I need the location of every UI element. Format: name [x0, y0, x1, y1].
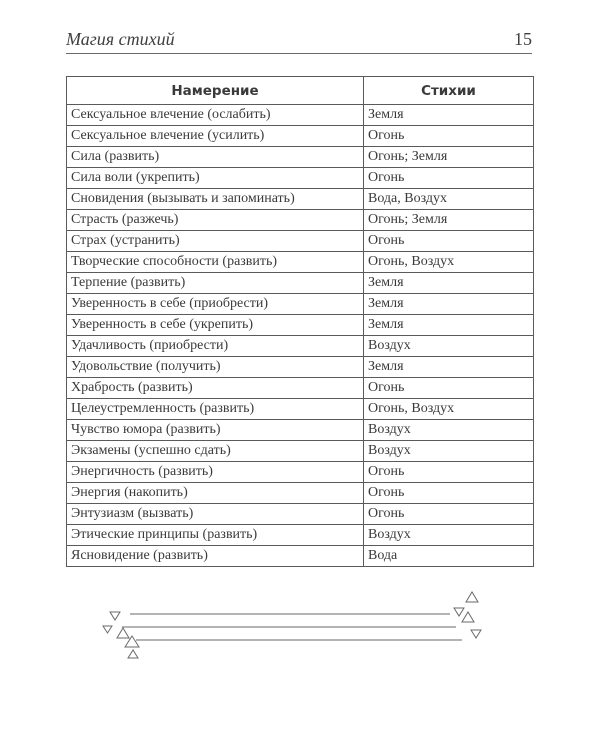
table-row [67, 378, 534, 399]
intention-cell: Энергичность (развить) [67, 462, 364, 483]
intention-cell: Целеустремленность (развить) [67, 399, 364, 420]
table-row [67, 336, 534, 357]
table-row [67, 189, 534, 210]
elements-cell: Воздух [364, 336, 534, 357]
elements-cell: Огонь [364, 378, 534, 399]
intention-cell: Сновидения (вызывать и запоминать) [67, 189, 364, 210]
intention-cell: Уверенность в себе (приобрести) [67, 294, 364, 315]
intention-cell: Сексуальное влечение (ослабить) [67, 105, 364, 126]
elements-cell: Огонь [364, 168, 534, 189]
intention-cell: Уверенность в себе (укрепить) [67, 315, 364, 336]
intention-cell: Энергия (накопить) [67, 483, 364, 504]
elements-cell: Воздух [364, 525, 534, 546]
intention-cell: Сила (развить) [67, 147, 364, 168]
element-triangles-ornament-icon [100, 588, 492, 660]
table-row [67, 441, 534, 462]
elements-cell: Огонь [364, 504, 534, 525]
table-row [67, 147, 534, 168]
table-row [67, 210, 534, 231]
column-header-elements: Стихии [364, 77, 534, 105]
intention-cell: Страсть (разжечь) [67, 210, 364, 231]
table-row [67, 126, 534, 147]
table-row [67, 357, 534, 378]
elements-cell: Огонь [364, 126, 534, 147]
elements-cell: Земля [364, 273, 534, 294]
intention-cell: Творческие способности (развить) [67, 252, 364, 273]
table-row [67, 252, 534, 273]
intention-cell: Этические принципы (развить) [67, 525, 364, 546]
table-row [67, 504, 534, 525]
table-row [67, 525, 534, 546]
running-header [66, 27, 532, 54]
elements-cell: Огонь, Воздух [364, 399, 534, 420]
column-header-intention: Намерение [67, 77, 364, 105]
elements-cell: Огонь, Воздух [364, 252, 534, 273]
table-row [67, 105, 534, 126]
elements-cell: Огонь; Земля [364, 210, 534, 231]
intention-cell: Чувство юмора (развить) [67, 420, 364, 441]
intention-cell: Храбрость (развить) [67, 378, 364, 399]
elements-cell: Огонь [364, 231, 534, 252]
running-title: Магия стихий [66, 29, 175, 49]
table-row [67, 273, 534, 294]
table-row [67, 546, 534, 567]
intention-cell: Экзамены (успешно сдать) [67, 441, 364, 462]
intention-cell: Сексуальное влечение (усилить) [67, 126, 364, 147]
elements-cell: Воздух [364, 420, 534, 441]
intention-cell: Удовольствие (получить) [67, 357, 364, 378]
table-row [67, 294, 534, 315]
table-row [67, 399, 534, 420]
elements-cell: Земля [364, 294, 534, 315]
intention-cell: Сила воли (укрепить) [67, 168, 364, 189]
elements-cell: Земля [364, 105, 534, 126]
table-row [67, 231, 534, 252]
intention-elements-table [66, 76, 533, 567]
table-body [67, 105, 534, 567]
table-row [67, 315, 534, 336]
intention-cell: Энтузиазм (вызвать) [67, 504, 364, 525]
table-header-row [67, 77, 534, 105]
table-row [67, 462, 534, 483]
intention-cell: Ясновидение (развить) [67, 546, 364, 567]
elements-cell: Воздух [364, 441, 534, 462]
elements-cell: Огонь [364, 483, 534, 504]
table-row [67, 483, 534, 504]
table-row [67, 168, 534, 189]
elements-cell: Земля [364, 315, 534, 336]
intention-cell: Терпение (развить) [67, 273, 364, 294]
intention-cell: Удачливость (приобрести) [67, 336, 364, 357]
elements-cell: Вода [364, 546, 534, 567]
elements-cell: Огонь; Земля [364, 147, 534, 168]
elements-cell: Огонь [364, 462, 534, 483]
page-number: 15 [514, 29, 532, 49]
elements-cell: Земля [364, 357, 534, 378]
intention-cell: Страх (устранить) [67, 231, 364, 252]
elements-cell: Вода, Воздух [364, 189, 534, 210]
table-row [67, 420, 534, 441]
